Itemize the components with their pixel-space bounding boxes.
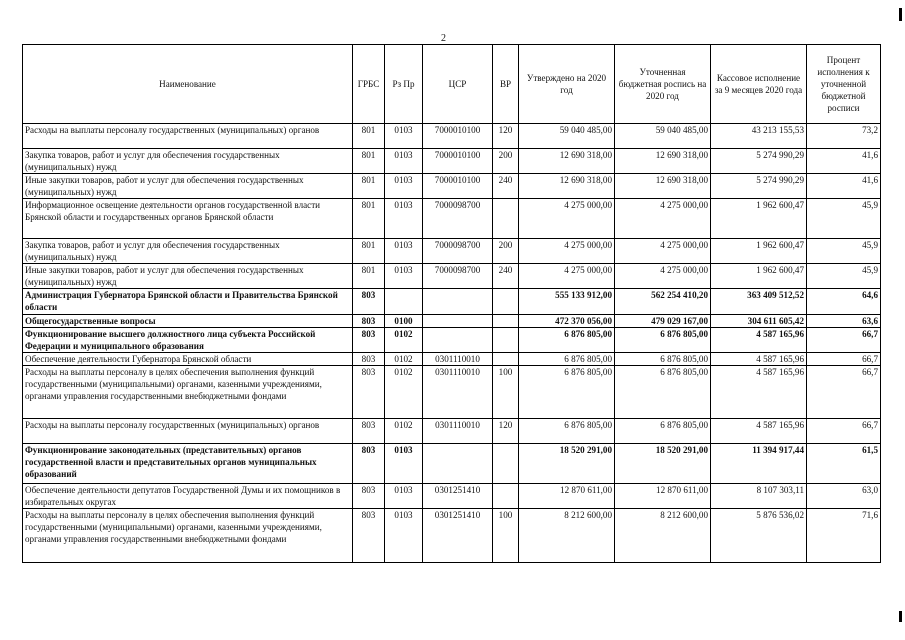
row-approved-cell: 4 275 000,00: [519, 239, 615, 264]
table-header-row: [23, 45, 881, 124]
row-rzpr-cell: 0102: [385, 353, 423, 366]
row-cash-cell: 1 962 600,47: [711, 199, 807, 239]
row-vr-cell: [493, 199, 519, 239]
row-cash-cell: 5 274 990,29: [711, 149, 807, 174]
row-rzpr-cell: 0103: [385, 484, 423, 509]
scan-edge-mark: [899, 611, 902, 622]
row-name-cell: Иные закупки товаров, работ и услуг для обеспечения государственных (муниципальных) нужд: [23, 174, 353, 199]
table-row: [23, 366, 881, 419]
row-approved-cell: 59 040 485,00: [519, 124, 615, 149]
row-approved-cell: 18 520 291,00: [519, 444, 615, 484]
row-refined-cell: 12 870 611,00: [615, 484, 711, 509]
row-vr-cell: 100: [493, 366, 519, 419]
row-refined-cell: 18 520 291,00: [615, 444, 711, 484]
row-name-cell: Функционирование законодательных (представительных) органов государственной власти и представительных органов муниципальных образований: [23, 444, 353, 484]
row-csr-cell: 7000098700: [423, 199, 493, 239]
header-rzpr: Рз Пр: [385, 45, 423, 124]
row-grbs-cell: 803: [353, 484, 385, 509]
row-refined-cell: 4 275 000,00: [615, 239, 711, 264]
row-cash-cell: 363 409 512,52: [711, 289, 807, 315]
row-grbs-cell: 801: [353, 149, 385, 174]
row-csr-cell: 7000010100: [423, 174, 493, 199]
row-vr-cell: 240: [493, 174, 519, 199]
row-vr-cell: 100: [493, 509, 519, 563]
table-row: [23, 419, 881, 444]
budget-execution-table: [22, 44, 881, 563]
row-percent-cell: 64,6: [807, 289, 881, 315]
row-grbs-cell: 803: [353, 366, 385, 419]
row-name-cell: Информационное освещение деятельности органов государственной власти Брянской области и государственных органов Брянской области: [23, 199, 353, 239]
header-approved: Утверждено на 2020 год: [519, 45, 615, 124]
header-grbs: ГРБС: [353, 45, 385, 124]
row-vr-cell: 240: [493, 264, 519, 289]
row-grbs-cell: 801: [353, 199, 385, 239]
row-rzpr-cell: 0100: [385, 315, 423, 328]
row-refined-cell: 6 876 805,00: [615, 353, 711, 366]
row-name-cell: Иные закупки товаров, работ и услуг для обеспечения государственных (муниципальных) нужд: [23, 264, 353, 289]
row-csr-cell: 7000098700: [423, 239, 493, 264]
row-percent-cell: 63,0: [807, 484, 881, 509]
row-name-cell: Обеспечение деятельности Губернатора Брянской области: [23, 353, 353, 366]
row-percent-cell: 73,2: [807, 124, 881, 149]
header-cash: Кассовое исполнение за 9 месяцев 2020 года: [711, 45, 807, 124]
row-approved-cell: 12 690 318,00: [519, 174, 615, 199]
row-vr-cell: 120: [493, 124, 519, 149]
row-csr-cell: 0301110010: [423, 353, 493, 366]
row-csr-cell: 0301110010: [423, 419, 493, 444]
table-row: [23, 239, 881, 264]
row-grbs-cell: 801: [353, 174, 385, 199]
row-rzpr-cell: 0103: [385, 239, 423, 264]
row-approved-cell: 12 870 611,00: [519, 484, 615, 509]
row-cash-cell: 1 962 600,47: [711, 264, 807, 289]
row-percent-cell: 61,5: [807, 444, 881, 484]
row-grbs-cell: 803: [353, 353, 385, 366]
table-row: [23, 484, 881, 509]
row-vr-cell: 200: [493, 239, 519, 264]
row-rzpr-cell: 0103: [385, 444, 423, 484]
row-name-cell: Закупка товаров, работ и услуг для обеспечения государственных (муниципальных) нужд: [23, 239, 353, 264]
row-grbs-cell: 801: [353, 239, 385, 264]
table-row: [23, 149, 881, 174]
row-grbs-cell: 803: [353, 419, 385, 444]
row-refined-cell: 8 212 600,00: [615, 509, 711, 563]
row-approved-cell: 8 212 600,00: [519, 509, 615, 563]
row-refined-cell: 4 275 000,00: [615, 199, 711, 239]
row-name-cell: Расходы на выплаты персоналу государственных (муниципальных) органов: [23, 124, 353, 149]
row-csr-cell: 7000098700: [423, 264, 493, 289]
table-row: [23, 264, 881, 289]
table-row: [23, 289, 881, 315]
row-refined-cell: 4 275 000,00: [615, 264, 711, 289]
row-rzpr-cell: 0103: [385, 149, 423, 174]
row-grbs-cell: 803: [353, 315, 385, 328]
row-rzpr-cell: 0102: [385, 328, 423, 353]
row-percent-cell: 41,6: [807, 149, 881, 174]
page-number: 2: [441, 33, 446, 44]
table-row: [23, 199, 881, 239]
row-rzpr-cell: [385, 289, 423, 315]
row-approved-cell: 4 275 000,00: [519, 199, 615, 239]
row-cash-cell: 5 876 536,02: [711, 509, 807, 563]
row-name-cell: Администрация Губернатора Брянской области и Правительства Брянской области: [23, 289, 353, 315]
row-percent-cell: 71,6: [807, 509, 881, 563]
row-csr-cell: 7000010100: [423, 149, 493, 174]
row-csr-cell: 0301251410: [423, 484, 493, 509]
row-cash-cell: 4 587 165,96: [711, 353, 807, 366]
row-percent-cell: 63,6: [807, 315, 881, 328]
row-rzpr-cell: 0103: [385, 509, 423, 563]
row-vr-cell: 120: [493, 419, 519, 444]
row-grbs-cell: 803: [353, 509, 385, 563]
row-refined-cell: 6 876 805,00: [615, 419, 711, 444]
row-cash-cell: 8 107 303,11: [711, 484, 807, 509]
row-rzpr-cell: 0103: [385, 124, 423, 149]
row-name-cell: Функционирование высшего должностного лица субъекта Российской Федерации и муниципального образования: [23, 328, 353, 353]
row-percent-cell: 41,6: [807, 174, 881, 199]
row-csr-cell: [423, 328, 493, 353]
header-name: Наименование: [23, 45, 353, 124]
row-csr-cell: [423, 289, 493, 315]
row-rzpr-cell: 0102: [385, 366, 423, 419]
row-name-cell: Общегосударственные вопросы: [23, 315, 353, 328]
row-approved-cell: 555 133 912,00: [519, 289, 615, 315]
row-percent-cell: 66,7: [807, 366, 881, 419]
row-csr-cell: 0301251410: [423, 509, 493, 563]
row-vr-cell: [493, 328, 519, 353]
table-row: [23, 444, 881, 484]
row-refined-cell: 12 690 318,00: [615, 149, 711, 174]
row-cash-cell: 304 611 605,42: [711, 315, 807, 328]
row-grbs-cell: 803: [353, 328, 385, 353]
header-vr: ВР: [493, 45, 519, 124]
row-percent-cell: 66,7: [807, 353, 881, 366]
row-csr-cell: 7000010100: [423, 124, 493, 149]
row-refined-cell: 479 029 167,00: [615, 315, 711, 328]
row-cash-cell: 4 587 165,96: [711, 366, 807, 419]
row-rzpr-cell: 0103: [385, 264, 423, 289]
row-csr-cell: [423, 444, 493, 484]
row-cash-cell: 5 274 990,29: [711, 174, 807, 199]
row-refined-cell: 6 876 805,00: [615, 366, 711, 419]
row-approved-cell: 6 876 805,00: [519, 419, 615, 444]
row-name-cell: Закупка товаров, работ и услуг для обеспечения государственных (муниципальных) нужд: [23, 149, 353, 174]
row-approved-cell: 12 690 318,00: [519, 149, 615, 174]
row-refined-cell: 59 040 485,00: [615, 124, 711, 149]
row-cash-cell: 4 587 165,96: [711, 419, 807, 444]
row-grbs-cell: 801: [353, 264, 385, 289]
row-name-cell: Расходы на выплаты персоналу государственных (муниципальных) органов: [23, 419, 353, 444]
row-cash-cell: 11 394 917,44: [711, 444, 807, 484]
table-row: [23, 315, 881, 328]
row-approved-cell: 6 876 805,00: [519, 328, 615, 353]
row-percent-cell: 45,9: [807, 264, 881, 289]
row-refined-cell: 6 876 805,00: [615, 328, 711, 353]
row-vr-cell: 200: [493, 149, 519, 174]
row-vr-cell: [493, 315, 519, 328]
row-cash-cell: 1 962 600,47: [711, 239, 807, 264]
row-rzpr-cell: 0103: [385, 174, 423, 199]
header-percent: Процент исполнения к уточненной бюджетной росписи: [807, 45, 881, 124]
row-refined-cell: 12 690 318,00: [615, 174, 711, 199]
row-percent-cell: 66,7: [807, 419, 881, 444]
row-approved-cell: 472 370 056,00: [519, 315, 615, 328]
row-rzpr-cell: 0102: [385, 419, 423, 444]
row-percent-cell: 45,9: [807, 199, 881, 239]
scan-edge-mark: [899, 8, 902, 21]
row-vr-cell: [493, 353, 519, 366]
row-refined-cell: 562 254 410,20: [615, 289, 711, 315]
row-percent-cell: 45,9: [807, 239, 881, 264]
row-vr-cell: [493, 484, 519, 509]
header-csr: ЦСР: [423, 45, 493, 124]
row-grbs-cell: 803: [353, 289, 385, 315]
row-rzpr-cell: 0103: [385, 199, 423, 239]
row-grbs-cell: 803: [353, 444, 385, 484]
table-row: [23, 353, 881, 366]
row-grbs-cell: 801: [353, 124, 385, 149]
row-vr-cell: [493, 444, 519, 484]
row-csr-cell: 0301110010: [423, 366, 493, 419]
row-name-cell: Расходы на выплаты персоналу в целях обеспечения выполнения функций государственными (муниципальными) органами, казенными учреждениями, органами управления государственными внебюджетными фондами: [23, 509, 353, 563]
row-vr-cell: [493, 289, 519, 315]
row-approved-cell: 6 876 805,00: [519, 353, 615, 366]
table-row: [23, 124, 881, 149]
row-name-cell: Обеспечение деятельности депутатов Государственной Думы и их помощников в избирательных округах: [23, 484, 353, 509]
row-approved-cell: 4 275 000,00: [519, 264, 615, 289]
row-approved-cell: 6 876 805,00: [519, 366, 615, 419]
table-row: [23, 174, 881, 199]
header-refined: Уточненная бюджетная роспись на 2020 год: [615, 45, 711, 124]
row-percent-cell: 66,7: [807, 328, 881, 353]
row-cash-cell: 4 587 165,96: [711, 328, 807, 353]
row-csr-cell: [423, 315, 493, 328]
row-cash-cell: 43 213 155,53: [711, 124, 807, 149]
row-name-cell: Расходы на выплаты персоналу в целях обеспечения выполнения функций государственными (муниципальными) органами, казенными учреждениями, органами управления государственными внебюджетными фондами: [23, 366, 353, 419]
table-row: [23, 509, 881, 563]
table-row: [23, 328, 881, 353]
